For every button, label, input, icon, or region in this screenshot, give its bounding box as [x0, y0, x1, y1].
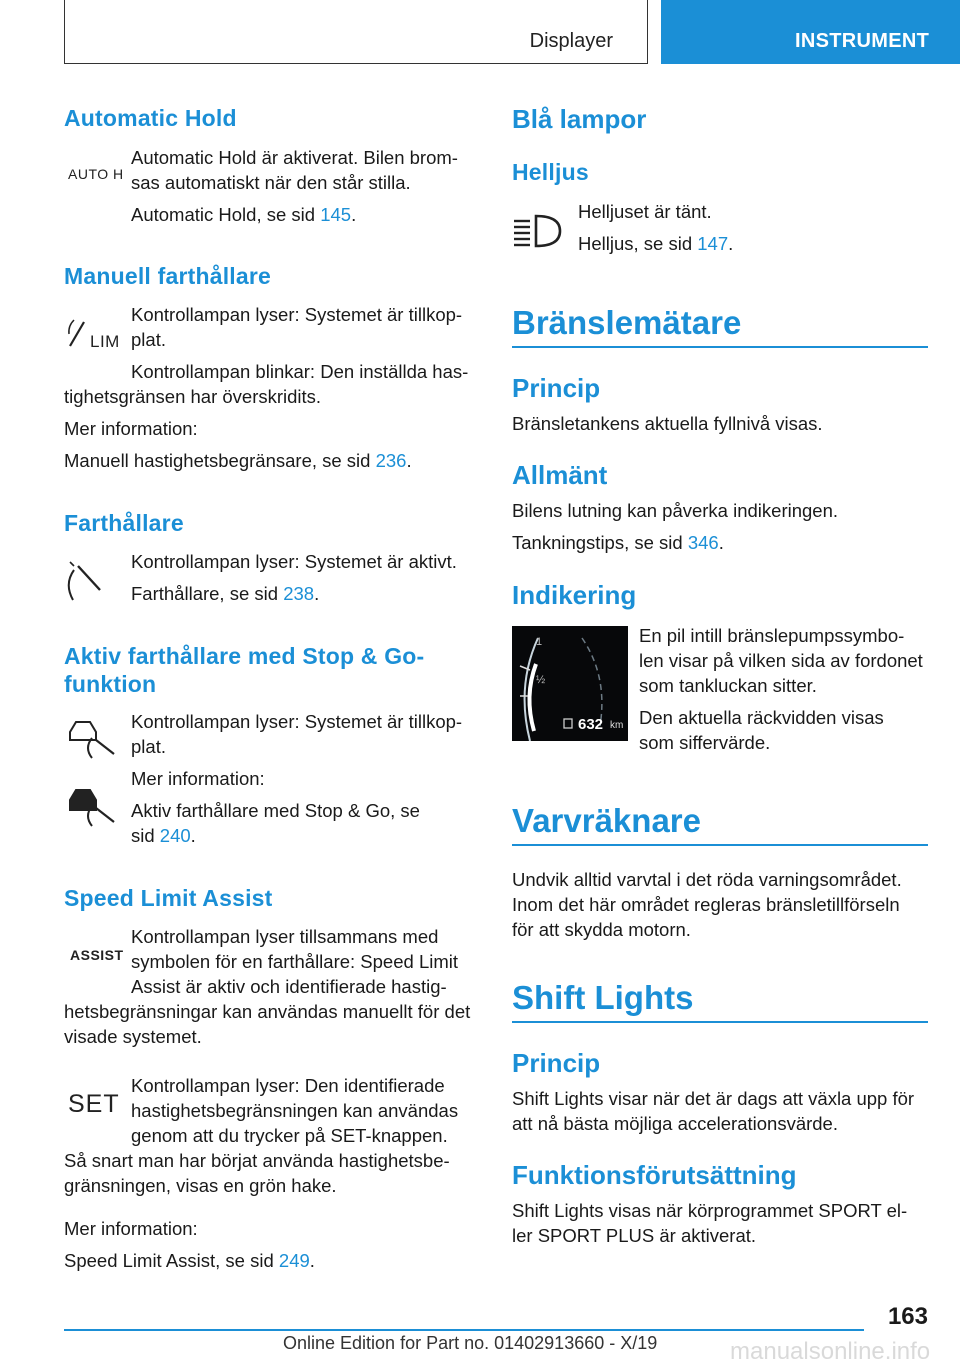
- section-rule: [512, 844, 928, 846]
- indikering-text-1: En pil intill bränslepumpssymbo-: [639, 625, 905, 646]
- helljus-ref: Helljus, se sid 147.: [578, 233, 734, 254]
- autohold-ref: Automatic Hold, se sid 145.: [131, 204, 357, 225]
- heading-aktiv-farthallare-1: Aktiv farthållare med Stop & Go-: [64, 643, 425, 669]
- active-cruise-icon: [66, 718, 120, 760]
- shift-text-2: att nå bästa möjliga accelerationsvärde.: [512, 1113, 838, 1134]
- varv-text-1: Undvik alltid varvtal i det röda varningsområdet.: [512, 869, 902, 890]
- aktiv-ref: sid 240.: [131, 825, 196, 846]
- sla-text-1: Kontrollampan lyser tillsammans med: [131, 926, 439, 947]
- set-icon: SET: [68, 1090, 120, 1118]
- header-chapter-tab: [661, 0, 960, 64]
- sla-page-link[interactable]: 249: [278, 1250, 310, 1271]
- sla-set-text-4: Så snart man har börjat använda hastighetsbe-: [64, 1150, 450, 1171]
- footer-edition: Online Edition for Part no. 01402913660 - X/19: [283, 1333, 658, 1353]
- manuell-ref: Manuell hastighetsbegränsare, se sid 236.: [64, 450, 412, 471]
- princip-text: Bränsletankens aktuella fyllnivå visas.: [512, 413, 823, 434]
- sla-text-5: visade systemet.: [64, 1026, 202, 1047]
- gauge-range-value: 632: [578, 716, 604, 733]
- aktiv-text-2: plat.: [131, 736, 166, 757]
- sla-ref: Speed Limit Assist, se sid 249.: [64, 1250, 315, 1271]
- aktiv-text-1: Kontrollampan lyser: Systemet är tillkop-: [131, 711, 463, 732]
- heading-allmant: Allmänt: [512, 460, 608, 490]
- manuell-text-3: Kontrollampan blinkar: Den inställda has-: [131, 361, 469, 382]
- heading-farthallare: Farthållare: [64, 510, 184, 536]
- header-section-box: [64, 0, 648, 64]
- heading-speed-limit-assist: Speed Limit Assist: [64, 885, 273, 911]
- high-beam-icon: [512, 212, 568, 250]
- manuell-text-4: tighetsgränsen har överskridits.: [64, 386, 322, 407]
- sla-text-3: Assist är aktiv och identifierade hastig-: [131, 976, 447, 997]
- heading-princip: Princip: [512, 373, 601, 403]
- sla-set-text-1: Kontrollampan lyser: Den identifierade: [131, 1075, 445, 1096]
- manuell-page-link[interactable]: 236: [375, 450, 407, 471]
- farth-text-1: Kontrollampan lyser: Systemet är aktivt.: [131, 551, 457, 572]
- autohold-page-link[interactable]: 145: [320, 204, 352, 225]
- heading-manuell-farthallare: Manuell farthållare: [64, 263, 272, 289]
- heading-shift-princip: Princip: [512, 1048, 601, 1078]
- watermark: manualsonline.info: [730, 1338, 931, 1365]
- manuell-text-1: Kontrollampan lyser: Systemet är tillkop-: [131, 304, 463, 325]
- heading-branslematare: Bränslemätare: [512, 304, 742, 341]
- varv-text-2: Inom det här området regleras bränsletillförseln: [512, 894, 900, 915]
- autohold-text-1: Automatic Hold är aktiverat. Bilen brom-: [131, 147, 458, 168]
- heading-varvraknare: Varvräknare: [512, 802, 701, 839]
- manuell-text-2: plat.: [131, 329, 166, 350]
- heading-funktionsforutsattning: Funktionsförutsättning: [512, 1160, 797, 1190]
- indikering-text-3: som tankluckan sitter.: [639, 675, 817, 696]
- tankning-page-link[interactable]: 346: [687, 532, 719, 553]
- manuell-more-info: Mer information:: [64, 418, 198, 439]
- heading-bla-lampor: Blå lampor: [512, 104, 647, 134]
- section-rule: [512, 346, 928, 348]
- sla-more-info: Mer information:: [64, 1218, 198, 1239]
- active-cruise-stop-go-icon: [66, 786, 120, 828]
- indikering-text-5: som siffervärde.: [639, 732, 771, 753]
- farth-page-link[interactable]: 238: [283, 583, 315, 604]
- footer-rule: [64, 1329, 864, 1331]
- allmant-text: Bilens lutning kan påverka indikeringen.: [512, 500, 839, 521]
- sla-set-text-2: hastighetsbegränsningen kan användas: [131, 1100, 459, 1121]
- header-chapter-title: INSTRUMENT: [795, 30, 930, 52]
- sla-set-text-5: gränsningen, visas en grön hake.: [64, 1175, 337, 1196]
- section-rule: [512, 1021, 928, 1023]
- assist-icon: ASSIST: [70, 947, 124, 963]
- lim-icon-label: LIM: [90, 332, 120, 351]
- tankning-ref: Tankningstips, se sid 346.: [512, 532, 724, 553]
- autohold-text-2: sas automatiskt när den står stilla.: [131, 172, 411, 193]
- gauge-full-mark: 1: [536, 636, 543, 648]
- shift-text-1: Shift Lights visar när det är dags att växla upp för: [512, 1088, 915, 1109]
- aktiv-text-3: Aktiv farthållare med Stop & Go, se: [131, 800, 420, 821]
- header-section-title: Displayer: [529, 30, 613, 52]
- cruise-control-icon: [66, 560, 106, 604]
- indikering-text-2: len visar på vilken sida av fordonet: [639, 650, 923, 671]
- sla-text-4: hetsbegränsningar kan användas manuellt för det: [64, 1001, 471, 1022]
- heading-indikering: Indikering: [512, 580, 637, 610]
- shift-funk-text-1: Shift Lights visas när körprogrammet SPORT el-: [512, 1200, 908, 1221]
- indikering-text-4: Den aktuella räckvidden visas: [639, 707, 884, 728]
- helljus-page-link[interactable]: 147: [697, 233, 729, 254]
- heading-automatic-hold: Automatic Hold: [64, 105, 237, 131]
- auto-hold-icon: AUTO H: [68, 166, 124, 182]
- aktiv-more-info: Mer information:: [131, 768, 265, 789]
- page-number: 163: [887, 1303, 928, 1330]
- aktiv-page-link[interactable]: 240: [159, 825, 191, 846]
- speed-limiter-icon: [66, 316, 90, 350]
- fuel-gauge-image: [512, 626, 628, 741]
- gauge-half-mark: ½: [536, 674, 546, 686]
- heading-helljus: Helljus: [512, 159, 589, 185]
- heading-aktiv-farthallare-2: funktion: [64, 671, 157, 697]
- heading-shift-lights: Shift Lights: [512, 979, 694, 1016]
- varv-text-3: för att skydda motorn.: [512, 919, 691, 940]
- shift-funk-text-2: ler SPORT PLUS är aktiverat.: [512, 1225, 757, 1246]
- farth-ref: Farthållare, se sid 238.: [131, 583, 320, 604]
- helljus-text: Helljuset är tänt.: [578, 201, 712, 222]
- gauge-range-unit: km: [610, 720, 624, 731]
- sla-set-text-3: genom att du trycker på SET-knappen.: [131, 1125, 448, 1146]
- sla-text-2: symbolen för en farthållare: Speed Limit: [131, 951, 459, 972]
